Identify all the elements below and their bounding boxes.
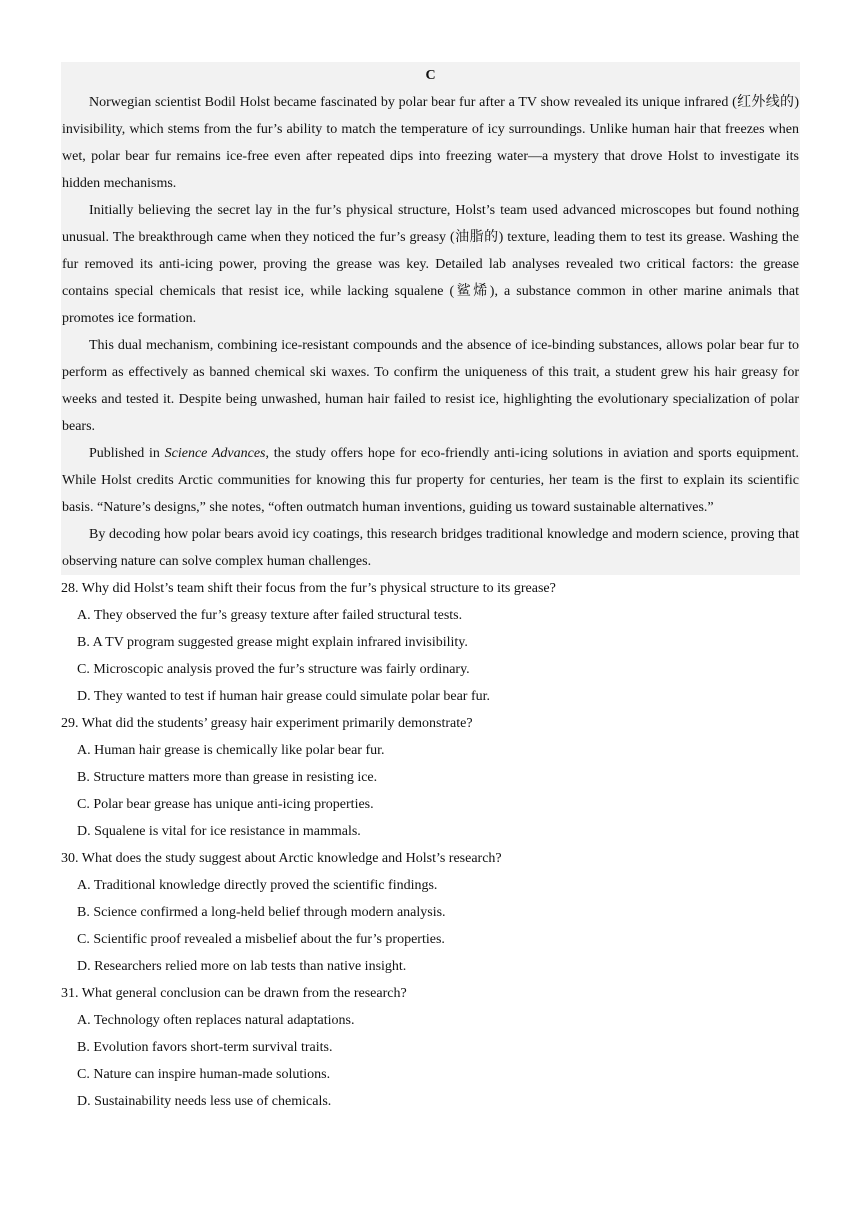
passage-paragraph (62, 440, 799, 521)
paragraph-text: Published in (89, 446, 165, 461)
answer-option: C. Scientific proof revealed a misbelief about the fur’s properties. (77, 932, 445, 947)
question-stem: 28. Why did Holst’s team shift their focus from the fur’s physical structure to its grease? (61, 581, 556, 596)
paragraph-text: This dual mechanism, combining ice-resistant compounds and the absence of ice-binding substances, allows polar bear fur to perform as effectively as banned chemical ski waxes. To confirm the uniqueness of this trait, a student grew his hair greasy for weeks and tested it. Despite being unwashed, human hair failed to resist ice, highlighting the evolutionary specialization of polar bears. (62, 338, 799, 434)
question-block (61, 980, 800, 1115)
passage-paragraph (62, 197, 799, 332)
answer-option: C. Microscopic analysis proved the fur’s structure was fairly ordinary. (77, 662, 470, 677)
question-block (61, 575, 800, 710)
answer-option: A. Traditional knowledge directly proved the scientific findings. (77, 878, 438, 893)
answer-option: C. Nature can inspire human-made solutions. (77, 1067, 331, 1082)
passage-title: C (425, 68, 436, 83)
question-stem: 31. What general conclusion can be drawn from the research? (61, 986, 407, 1001)
paragraph-text: , the study offers hope for eco-friendly anti-icing solutions in aviation and sports equipment. While Holst credits Arctic communities for knowing this fur property for centuries, her team is the first to explain its scientific basis. “Nature’s designs,” she notes, “often outmatch human inventions, guiding us toward sustainable alternatives.” (62, 446, 799, 515)
answer-option: C. Polar bear grease has unique anti-icing properties. (77, 797, 374, 812)
answer-option: D. Squalene is vital for ice resistance in mammals. (77, 824, 361, 839)
paragraph-text: Initially believing the secret lay in the fur’s physical structure, Holst’s team used advanced microscopes but found nothing unusual. The breakthrough came when they noticed the fur’s greasy (油脂的) texture, leading them to test its grease. Washing the fur removed its anti-icing power, proving the grease was key. Detailed lab analyses revealed two critical factors: the grease contains special chemicals that resist ice, while lacking squalene (鲨烯), a substance common in other marine animals that promotes ice formation. (62, 203, 799, 326)
question-stem: 29. What did the students’ greasy hair experiment primarily demonstrate? (61, 716, 473, 731)
answer-option: B. A TV program suggested grease might explain infrared invisibility. (77, 635, 468, 650)
question-stem: 30. What does the study suggest about Arctic knowledge and Holst’s research? (61, 851, 502, 866)
paragraph-text: By decoding how polar bears avoid icy coatings, this research bridges traditional knowledge and modern science, proving that observing nature can solve complex human challenges. (62, 527, 799, 569)
answer-option: D. They wanted to test if human hair grease could simulate polar bear fur. (77, 689, 490, 704)
journal-name: Science Advances (164, 446, 266, 461)
question-list (61, 575, 800, 1115)
passage-body (62, 89, 799, 575)
passage-paragraph (62, 332, 799, 440)
reading-passage (61, 62, 800, 575)
question-block (61, 845, 800, 980)
answer-option: B. Structure matters more than grease in resisting ice. (77, 770, 378, 785)
passage-paragraph (62, 89, 799, 197)
answer-option: B. Evolution favors short-term survival traits. (77, 1040, 333, 1055)
answer-option: A. Human hair grease is chemically like polar bear fur. (77, 743, 385, 758)
passage-paragraph (62, 521, 799, 575)
answer-option: D. Sustainability needs less use of chemicals. (77, 1094, 332, 1109)
paragraph-text: Norwegian scientist Bodil Holst became fascinated by polar bear fur after a TV show revealed its unique infrared (红外线的) invisibility, which stems from the fur’s ability to match the temperature of icy surroundings. Unlike human hair that freezes when wet, polar bear fur remains ice-free even after repeated dips into freezing water—a mystery that drove Holst to investigate its hidden mechanisms. (62, 95, 799, 191)
exam-page (61, 62, 800, 1115)
answer-option: B. Science confirmed a long-held belief through modern analysis. (77, 905, 446, 920)
question-block (61, 710, 800, 845)
answer-option: D. Researchers relied more on lab tests than native insight. (77, 959, 407, 974)
answer-option: A. Technology often replaces natural adaptations. (77, 1013, 355, 1028)
answer-option: A. They observed the fur’s greasy texture after failed structural tests. (77, 608, 463, 623)
